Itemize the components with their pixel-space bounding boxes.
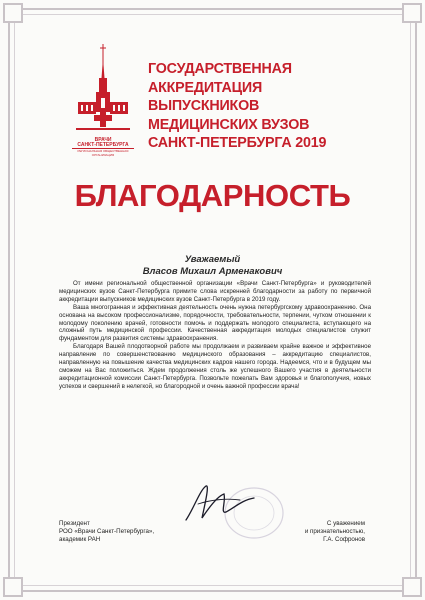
logo-name-line: САНКТ-ПЕТЕРБУРГА <box>77 142 129 148</box>
signature-icon <box>180 478 260 528</box>
border-corner <box>402 577 422 597</box>
headline-line: ВЫПУСКНИКОВ <box>148 98 260 115</box>
logo-subtitle <box>72 150 134 157</box>
signatory-line: академик РАН <box>59 536 101 544</box>
salutation: Уважаемый <box>184 254 241 265</box>
signatory-line: РОО «Врачи Санкт-Петербурга», <box>59 528 155 536</box>
logo-subtitle-line: ОРГАНИЗАЦИЯ <box>91 152 115 157</box>
headline-line: АККРЕДИТАЦИЯ <box>148 79 263 96</box>
signatory-line: С уважением <box>326 520 365 527</box>
border-corner <box>3 577 23 597</box>
spire-cross-icon <box>72 42 134 136</box>
headline-line: ГОСУДАРСТВЕННАЯ <box>148 61 292 77</box>
letter-body <box>59 280 371 391</box>
event-headline <box>148 60 348 153</box>
recipient-name: Власов Михаил Арменакович <box>142 266 283 277</box>
signatory-line: и признательностью, <box>304 528 365 536</box>
signatory-line: Президент <box>59 520 90 527</box>
body-paragraph: Благодаря Вашей плодотворной работе мы продолжаем и развиваем крайне важное и эффективное направление по совершенствованию медицинского образования – аккредитацию специалистов, направленную на повышение качества медицинских кадров нашего города. Надеемся, что и в будущем мы сможем на Вас положиться. Ждем продолжения столь же успешного Вашего участия в деятельности аккредитационной комиссии Санкт-Петербурга. Позвольте пожелать Вам здоровья и благополучия, новых успехов и свершений в нелегкой, но благородной и очень важной профессии врача! <box>59 343 371 390</box>
logo-name <box>72 138 134 148</box>
body-paragraph: Ваша многогранная и эффективная деятельность очень нужна петербургскому здравоохранению. Она основана на высоком профессионализме, порядочности, требовательности, терпении, чутком отношении к молодому поколению врачей, готовности помочь и поддержать молодого специалиста, вступающего на сложный путь медицинской профессии. Качественная аккредитация молодых специалистов служит фундаментом для развития системы здравоохранения. <box>59 303 371 343</box>
border-corner <box>3 3 23 23</box>
logo-name-line: ВРАЧИ <box>94 137 112 143</box>
body-paragraph: От имени региональной общественной организации «Врачи Санкт-Петербурга» и руководителей медицинских вузов Санкт-Петербурга примите слова искренней благодарности за работу по первичной аккредитации выпускников медицинских вузов Санкт-Петербурга в 2019 году. <box>59 280 371 303</box>
headline-line: САНКТ-ПЕТЕРБУРГА 2019 <box>148 135 327 152</box>
organization-logo <box>72 42 134 166</box>
signatory-name: Г.А. Софронов <box>323 536 365 544</box>
border-corner <box>402 3 422 23</box>
headline-line: МЕДИЦИНСКИХ ВУЗОВ <box>148 116 310 133</box>
recipient-greeting <box>0 254 425 278</box>
logo-subtitle-line: РЕГИОНАЛЬНАЯ ОБЩЕСТВЕННАЯ <box>77 149 129 153</box>
signatory-left <box>59 520 154 545</box>
document-title: БЛАГОДАРНОСТЬ <box>74 178 351 213</box>
signatory-right <box>305 520 365 545</box>
